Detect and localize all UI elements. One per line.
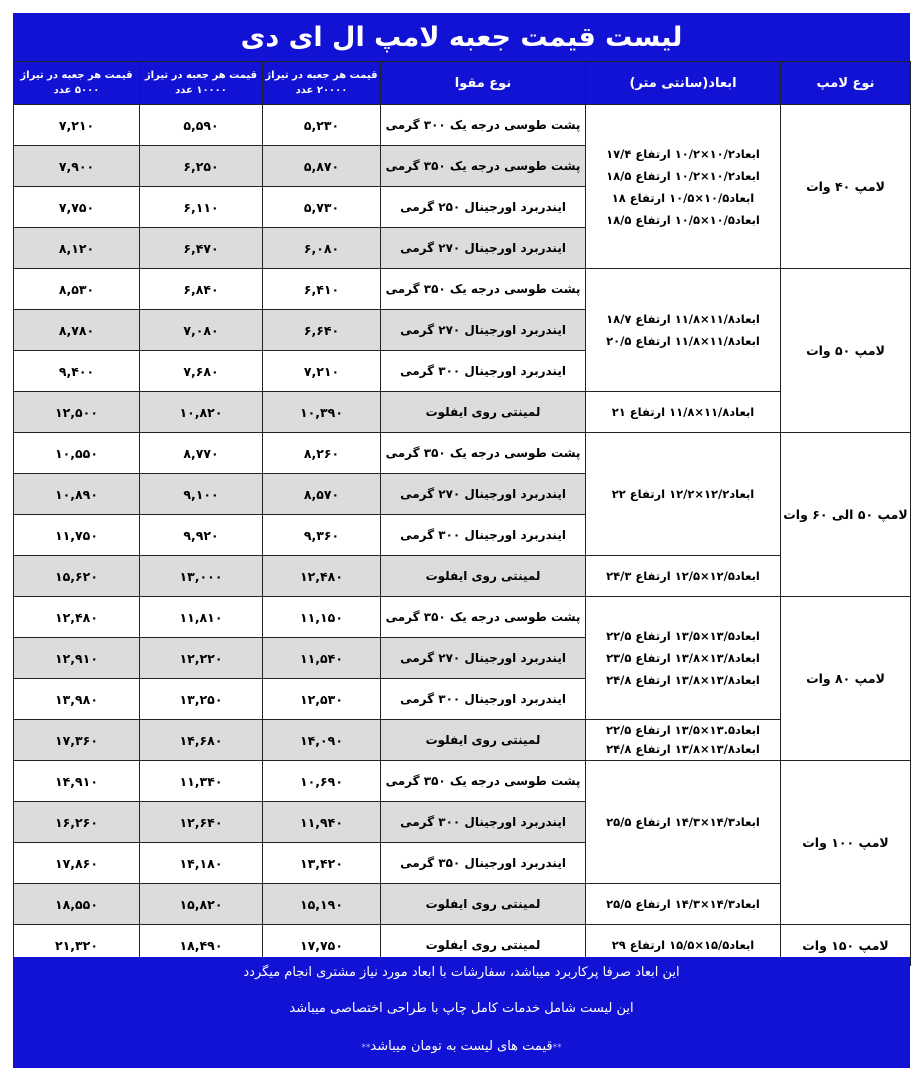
lamp-type-cell: لامپ ۱۰۰ وات xyxy=(781,761,911,925)
table-row xyxy=(14,761,911,802)
price-10000-cell: ۶,۴۷۰ xyxy=(140,228,263,269)
material-cell: ایندربرد اورجینال ۲۷۰ گرمی xyxy=(381,474,586,515)
material-cell: پشت طوسی درجه یک ۳۵۰ گرمی xyxy=(381,269,586,310)
dimension-line: ابعاد۱۲/۵×۱۲/۵ ارتفاع ۲۴/۳ xyxy=(606,569,760,583)
lamp-type-cell: لامپ ۵۰ الی ۶۰ وات xyxy=(781,433,911,597)
price-5000-cell: ۱۵,۶۲۰ xyxy=(14,556,140,597)
price-10000-cell: ۱۵,۸۲۰ xyxy=(140,884,263,925)
price-5000-cell: ۱۳,۹۸۰ xyxy=(14,679,140,720)
price-5000-cell: ۱۷,۸۶۰ xyxy=(14,843,140,884)
price-10000-cell: ۷,۰۸۰ xyxy=(140,310,263,351)
price-10000-cell: ۱۱,۳۴۰ xyxy=(140,761,263,802)
table-row xyxy=(14,105,911,146)
price-20000-cell: ۱۷,۷۵۰ xyxy=(263,925,381,966)
footer-currency-text: قیمت های لیست به تومان میباشد xyxy=(370,1039,553,1054)
header-dimensions: ابعاد(سانتی متر) xyxy=(586,62,781,105)
price-5000-cell: ۸,۱۲۰ xyxy=(14,228,140,269)
price-20000-cell: ۱۱,۹۴۰ xyxy=(263,802,381,843)
material-cell: ایندربرد اورجینال ۳۰۰ گرمی xyxy=(381,351,586,392)
price-20000-cell: ۶,۰۸۰ xyxy=(263,228,381,269)
price-5000-cell: ۹,۴۰۰ xyxy=(14,351,140,392)
price-20000-cell: ۷,۲۱۰ xyxy=(263,351,381,392)
footer-mark: ** xyxy=(361,1043,371,1053)
dimension-line: ابعاد۱۱/۸×۱۱/۸ ارتفاع ۱۸/۷ xyxy=(606,312,760,326)
dimensions-cell xyxy=(586,597,781,720)
dimension-line: ابعاد۱۴/۳×۱۴/۳ ارتفاع ۲۵/۵ xyxy=(606,815,760,829)
price-20000-cell: ۶,۴۱۰ xyxy=(263,269,381,310)
footer-mark: ** xyxy=(552,1043,562,1053)
material-cell: ایندربرد اورجینال ۲۷۰ گرمی xyxy=(381,228,586,269)
material-cell: ایندربرد اورجینال ۳۵۰ گرمی xyxy=(381,843,586,884)
lamp-type-cell: لامپ ۴۰ وات xyxy=(781,105,911,269)
price-20000-cell: ۵,۲۳۰ xyxy=(263,105,381,146)
material-cell: لمینتی روی ایفلوت xyxy=(381,392,586,433)
header-material: نوع مقوا xyxy=(381,62,586,105)
price-10000-cell: ۱۰,۸۲۰ xyxy=(140,392,263,433)
table-row xyxy=(14,269,911,310)
dimension-line: ابعاد۱۴/۳×۱۴/۳ ارتفاع ۲۵/۵ xyxy=(606,897,760,911)
header-price-20000: قیمت هر جعبه در تیراژ ۲۰۰۰۰ عدد xyxy=(263,62,381,105)
price-10000-cell: ۱۴,۶۸۰ xyxy=(140,720,263,761)
material-cell: ایندربرد اورجینال ۲۷۰ گرمی xyxy=(381,310,586,351)
price-20000-cell: ۱۴,۰۹۰ xyxy=(263,720,381,761)
material-cell: ایندربرد اورجینال ۳۰۰ گرمی xyxy=(381,515,586,556)
price-10000-cell: ۱۱,۸۱۰ xyxy=(140,597,263,638)
table-row xyxy=(14,720,911,761)
price-5000-cell: ۱۴,۹۱۰ xyxy=(14,761,140,802)
price-20000-cell: ۱۰,۶۹۰ xyxy=(263,761,381,802)
price-5000-cell: ۷,۷۵۰ xyxy=(14,187,140,228)
price-10000-cell: ۶,۱۱۰ xyxy=(140,187,263,228)
dimensions-cell xyxy=(586,761,781,884)
price-5000-cell: ۱۶,۲۶۰ xyxy=(14,802,140,843)
dimensions-cell xyxy=(586,884,781,925)
dimension-line: ابعاد۱۳.۵×۱۳/۵ ارتفاع ۲۲/۵ xyxy=(606,723,760,737)
dimension-line: ابعاد۱۰/۵×۱۰/۵ ارتفاع ۱۸/۵ xyxy=(606,212,760,227)
price-20000-cell: ۶,۶۴۰ xyxy=(263,310,381,351)
dimension-line: ابعاد۱۳/۸×۱۳/۸ ارتفاع ۲۴/۸ xyxy=(606,742,760,756)
table-row xyxy=(14,597,911,638)
dimensions-cell xyxy=(586,433,781,556)
header-price-10000: قیمت هر جعبه در تیراژ ۱۰۰۰۰ عدد xyxy=(140,62,263,105)
dimension-line: ابعاد۱۱/۸×۱۱/۸ ارتفاع ۲۰/۵ xyxy=(606,334,760,348)
dimension-line: ابعاد۱۰/۵×۱۰/۵ ارتفاع ۱۸ xyxy=(611,190,755,205)
price-5000-cell: ۱۰,۵۵۰ xyxy=(14,433,140,474)
price-20000-cell: ۱۰,۳۹۰ xyxy=(263,392,381,433)
dimension-line: ابعاد۱۳/۸×۱۳/۸ ارتفاع ۲۳/۵ xyxy=(606,651,760,665)
material-cell: ایندربرد اورجینال ۲۵۰ گرمی xyxy=(381,187,586,228)
price-5000-cell: ۷,۹۰۰ xyxy=(14,146,140,187)
price-20000-cell: ۱۲,۴۸۰ xyxy=(263,556,381,597)
page-title: لیست قیمت جعبه لامپ ال ای دی xyxy=(13,13,910,61)
material-cell: لمینتی روی ایفلوت xyxy=(381,884,586,925)
material-cell: ایندربرد اورجینال ۳۰۰ گرمی xyxy=(381,802,586,843)
price-table xyxy=(13,61,911,966)
price-10000-cell: ۹,۱۰۰ xyxy=(140,474,263,515)
dimension-line: ابعاد۱۳/۸×۱۳/۸ ارتفاع ۲۴/۸ xyxy=(606,673,760,687)
price-20000-cell: ۵,۷۳۰ xyxy=(263,187,381,228)
price-5000-cell: ۸,۷۸۰ xyxy=(14,310,140,351)
price-5000-cell: ۷,۲۱۰ xyxy=(14,105,140,146)
material-cell: لمینتی روی ایفلوت xyxy=(381,925,586,966)
material-cell: پشت طوسی درجه یک ۳۰۰ گرمی xyxy=(381,105,586,146)
price-10000-cell: ۶,۲۵۰ xyxy=(140,146,263,187)
material-cell: پشت طوسی درجه یک ۳۵۰ گرمی xyxy=(381,597,586,638)
dimension-line: ابعاد۱۰/۲×۱۰/۲ ارتفاع ۱۸/۵ xyxy=(606,168,760,183)
material-cell: پشت طوسی درجه یک ۳۵۰ گرمی xyxy=(381,146,586,187)
dimension-line: ابعاد۱۲/۲×۱۲/۲ ارتفاع ۲۲ xyxy=(611,487,755,501)
table-row xyxy=(14,392,911,433)
price-10000-cell: ۱۲,۶۴۰ xyxy=(140,802,263,843)
dimension-line: ابعاد۱۳/۵×۱۳/۵ ارتفاع ۲۲/۵ xyxy=(606,629,760,643)
table-row xyxy=(14,556,911,597)
price-5000-cell: ۱۸,۵۵۰ xyxy=(14,884,140,925)
dimensions-cell xyxy=(586,269,781,392)
price-10000-cell: ۱۲,۲۲۰ xyxy=(140,638,263,679)
price-20000-cell: ۱۲,۵۳۰ xyxy=(263,679,381,720)
dimension-line: ابعاد۱۰/۲×۱۰/۲ ارتفاع ۱۷/۴ xyxy=(606,146,760,161)
price-20000-cell: ۹,۳۶۰ xyxy=(263,515,381,556)
price-5000-cell: ۱۲,۹۱۰ xyxy=(14,638,140,679)
table-row xyxy=(14,884,911,925)
dimensions-cell xyxy=(586,392,781,433)
price-10000-cell: ۵,۵۹۰ xyxy=(140,105,263,146)
dimensions-cell xyxy=(586,720,781,761)
material-cell: لمینتی روی ایفلوت xyxy=(381,720,586,761)
price-5000-cell: ۱۲,۵۰۰ xyxy=(14,392,140,433)
price-5000-cell: ۲۱,۳۲۰ xyxy=(14,925,140,966)
header-price-5000: قیمت هر جعبه در تیراژ ۵۰۰۰ عدد xyxy=(14,62,140,105)
lamp-type-cell: لامپ ۵۰ وات xyxy=(781,269,911,433)
price-10000-cell: ۱۸,۴۹۰ xyxy=(140,925,263,966)
price-5000-cell: ۸,۵۳۰ xyxy=(14,269,140,310)
lamp-type-cell: لامپ ۸۰ وات xyxy=(781,597,911,761)
material-cell: ایندربرد اورجینال ۳۰۰ گرمی xyxy=(381,679,586,720)
price-10000-cell: ۹,۹۲۰ xyxy=(140,515,263,556)
dimension-line: ابعاد۱۵/۵×۱۵/۵ ارتفاع ۲۹ xyxy=(611,938,755,952)
material-cell: لمینتی روی ایفلوت xyxy=(381,556,586,597)
dimensions-cell xyxy=(586,105,781,269)
price-5000-cell: ۱۱,۷۵۰ xyxy=(14,515,140,556)
price-10000-cell: ۱۴,۱۸۰ xyxy=(140,843,263,884)
material-cell: پشت طوسی درجه یک ۳۵۰ گرمی xyxy=(381,761,586,802)
price-20000-cell: ۱۱,۵۴۰ xyxy=(263,638,381,679)
price-20000-cell: ۵,۸۷۰ xyxy=(263,146,381,187)
price-20000-cell: ۸,۲۶۰ xyxy=(263,433,381,474)
price-20000-cell: ۱۱,۱۵۰ xyxy=(263,597,381,638)
material-cell: ایندربرد اورجینال ۲۷۰ گرمی xyxy=(381,638,586,679)
header-lamp-type: نوع لامپ xyxy=(781,62,911,105)
lamp-type-cell: لامپ ۱۵۰ وات xyxy=(781,925,911,966)
price-20000-cell: ۱۳,۴۲۰ xyxy=(263,843,381,884)
price-10000-cell: ۸,۷۷۰ xyxy=(140,433,263,474)
table-row xyxy=(14,433,911,474)
dimensions-cell xyxy=(586,556,781,597)
price-20000-cell: ۸,۵۷۰ xyxy=(263,474,381,515)
material-cell: پشت طوسی درجه یک ۳۵۰ گرمی xyxy=(381,433,586,474)
price-5000-cell: ۱۲,۴۸۰ xyxy=(14,597,140,638)
price-20000-cell: ۱۵,۱۹۰ xyxy=(263,884,381,925)
footer-note-dimensions: این ابعاد صرفا پرکاربرد میباشد، سفارشات با ابعاد مورد نیاز مشتری انجام میگردد xyxy=(243,965,680,980)
price-5000-cell: ۱۷,۳۶۰ xyxy=(14,720,140,761)
price-10000-cell: ۱۳,۰۰۰ xyxy=(140,556,263,597)
price-10000-cell: ۱۳,۲۵۰ xyxy=(140,679,263,720)
dimension-line: ابعاد۱۱/۸×۱۱/۸ ارتفاع ۲۱ xyxy=(611,405,755,419)
price-5000-cell: ۱۰,۸۹۰ xyxy=(14,474,140,515)
footer-notes xyxy=(13,957,910,1068)
price-10000-cell: ۷,۶۸۰ xyxy=(140,351,263,392)
footer-note-services: این لیست شامل خدمات کامل چاپ با طراحی اختصاصی میباشد xyxy=(289,1001,634,1016)
price-10000-cell: ۶,۸۴۰ xyxy=(140,269,263,310)
footer-note-currency xyxy=(13,1039,910,1054)
